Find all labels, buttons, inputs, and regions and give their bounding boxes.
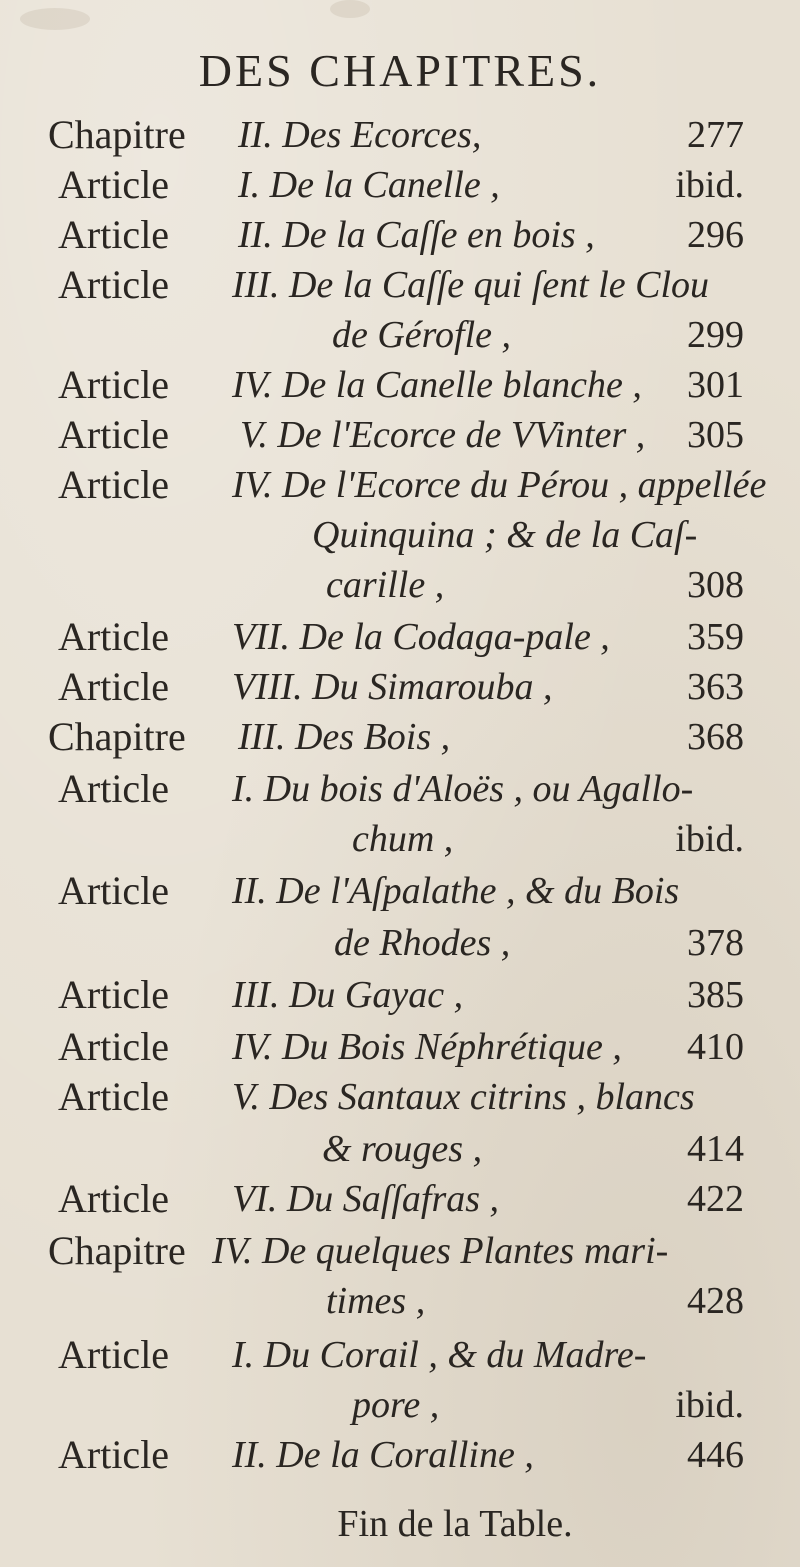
entry-label: Article [58, 664, 170, 709]
toc-entry-continuation [0, 918, 800, 968]
entry-title: V. De l'Ecorce de VVinter , [240, 414, 646, 456]
entry-label: Article [58, 212, 170, 257]
entry-title: I. De la Canelle , [238, 164, 500, 206]
entry-page: 410 [687, 1026, 744, 1068]
toc-entry [0, 160, 800, 210]
entry-page: 305 [687, 414, 744, 456]
toc-entry [0, 970, 800, 1020]
entry-page: 277 [687, 114, 744, 156]
entry-title: I. Du bois d'Aloës , ou Agallo- [232, 768, 694, 810]
toc-entry-continuation [0, 560, 800, 610]
entry-page: 422 [687, 1178, 744, 1220]
entry-page: 414 [687, 1128, 744, 1170]
entry-label: Chapitre [48, 1228, 186, 1273]
entry-page: ibid. [675, 164, 744, 206]
toc-entry [0, 110, 800, 160]
entry-label: Article [58, 1074, 170, 1119]
entry-title: IV. Du Bois Néphrétique , [232, 1026, 622, 1068]
entry-label: Article [58, 362, 170, 407]
entry-page: 378 [687, 922, 744, 964]
entry-label: Article [58, 162, 170, 207]
paper-stain [330, 0, 370, 18]
entry-label: Chapitre [48, 714, 186, 759]
toc-entry [0, 260, 800, 310]
entry-page: 385 [687, 974, 744, 1016]
toc-entry-continuation [0, 1276, 800, 1326]
entry-title: II. Des Ecorces, [238, 114, 482, 156]
toc-entry-continuation [0, 1380, 800, 1430]
entry-title: III. Des Bois , [238, 716, 451, 758]
entry-page: ibid. [675, 1384, 744, 1426]
toc-entry-continuation [0, 310, 800, 360]
entry-page: 428 [687, 1280, 744, 1322]
toc-entry [0, 1430, 800, 1480]
entry-title: II. De la Caſſe en bois , [238, 214, 595, 256]
toc-entry [0, 1330, 800, 1380]
entry-title: III. De la Caſſe qui ſent le Clou [232, 264, 710, 306]
entry-page: 308 [687, 564, 744, 606]
paper-stain [20, 8, 90, 30]
toc-entry [0, 460, 800, 510]
toc-entry [0, 360, 800, 410]
entry-title: carille , [326, 564, 445, 606]
toc-entry [0, 410, 800, 460]
entry-title: IV. De la Canelle blanche , [232, 364, 642, 406]
entry-label: Article [58, 972, 170, 1017]
entry-title: de Gérofle , [332, 314, 512, 356]
entry-page: 446 [687, 1434, 744, 1476]
entry-label: Chapitre [48, 112, 186, 157]
entry-page: 296 [687, 214, 744, 256]
toc-entry [0, 662, 800, 712]
entry-label: Article [58, 1024, 170, 1069]
toc-entry [0, 866, 800, 916]
entry-title: IV. De quelques Plantes mari- [212, 1230, 669, 1272]
toc-entry-continuation [0, 814, 800, 864]
entry-title: Quinquina ; & de la Caſ- [312, 514, 698, 556]
toc-entry [0, 1072, 800, 1122]
entry-title: pore , [352, 1384, 440, 1426]
entry-title: VI. Du Saſſafras , [232, 1178, 500, 1220]
entry-title: chum , [352, 818, 454, 860]
entry-title: III. Du Gayac , [232, 974, 464, 1016]
entry-page: ibid. [675, 818, 744, 860]
entry-title: de Rhodes , [334, 922, 511, 964]
entry-label: Article [58, 1332, 170, 1377]
page-heading: DES CHAPITRES. [198, 45, 602, 96]
entry-label: Article [58, 614, 170, 659]
toc-entry [0, 1022, 800, 1072]
end-of-table-note: Fin de la Table. [337, 1503, 573, 1545]
toc-entry [0, 764, 800, 814]
entry-page: 363 [687, 666, 744, 708]
entry-title: II. De la Coralline , [232, 1434, 534, 1476]
toc-entry [0, 210, 800, 260]
entry-title: IV. De l'Ecorce du Pérou , appellée [232, 464, 767, 506]
entry-title: V. Des Santaux citrins , blancs [232, 1076, 695, 1118]
entry-title: VII. De la Codaga-pale , [232, 616, 610, 658]
entry-title: VIII. Du Simarouba , [232, 666, 553, 708]
entry-page: 301 [687, 364, 744, 406]
entry-title: & rouges , [322, 1128, 483, 1170]
entry-label: Article [58, 1176, 170, 1221]
entry-label: Article [58, 462, 170, 507]
entry-title: I. Du Corail , & du Madre- [232, 1334, 647, 1376]
entry-title: times , [326, 1280, 426, 1322]
toc-entry [0, 1174, 800, 1224]
toc-entry [0, 1226, 800, 1276]
entry-page: 359 [687, 616, 744, 658]
entry-page: 299 [687, 314, 744, 356]
entry-page: 368 [687, 716, 744, 758]
entry-label: Article [58, 868, 170, 913]
entry-title: II. De l'Aſpalathe , & du Bois [232, 870, 680, 912]
entry-label: Article [58, 1432, 170, 1477]
toc-entry [0, 712, 800, 762]
entry-label: Article [58, 412, 170, 457]
entry-label: Article [58, 766, 170, 811]
toc-entry-continuation [0, 510, 800, 560]
entry-label: Article [58, 262, 170, 307]
toc-entry-continuation [0, 1124, 800, 1174]
toc-entry [0, 612, 800, 662]
